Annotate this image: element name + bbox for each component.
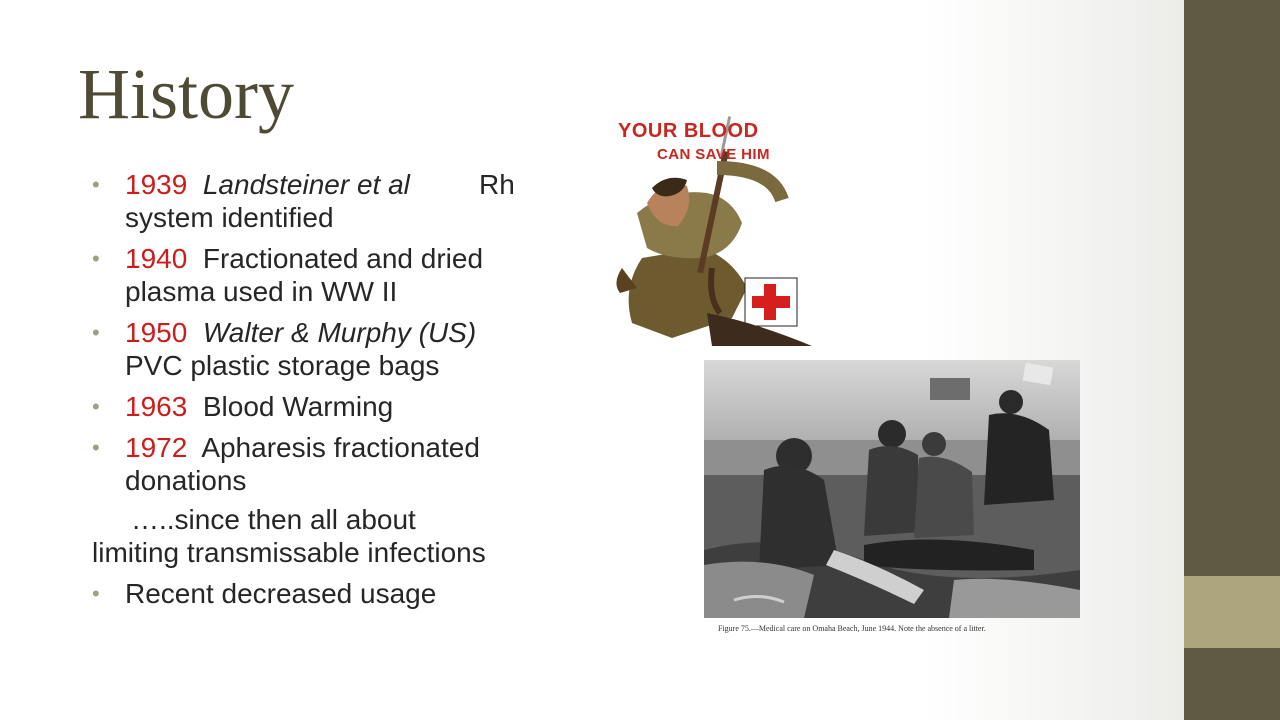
bullet-list <box>92 168 562 618</box>
bullet-text-line2: donations <box>125 465 247 496</box>
bullet-year: 1940 <box>125 243 188 274</box>
bullet-year: 1950 <box>125 317 188 348</box>
bullet-icon: • <box>92 172 100 197</box>
beach-photo-image <box>704 360 1080 618</box>
slide-title: History <box>78 54 294 134</box>
bullet-text: Landsteiner et al <box>202 169 410 200</box>
bullet-year: 1972 <box>125 432 188 463</box>
bullet-text-line2: system identified <box>125 202 334 233</box>
bullet-item-1940 <box>92 242 562 308</box>
bullet-year: 1939 <box>125 169 188 200</box>
wartime-blood-poster <box>612 108 812 348</box>
bullet-icon: • <box>92 320 100 345</box>
poster-headline: YOUR BLOOD <box>618 120 759 142</box>
bullet-text-right: Rh <box>479 169 515 200</box>
decorative-side-bar-accent <box>1184 576 1280 648</box>
bullet-year: 1963 <box>125 391 188 422</box>
note-line-2: limiting transmissable infections <box>92 537 486 568</box>
omaha-beach-photo <box>704 360 1080 618</box>
bullet-icon: • <box>92 581 100 606</box>
bullet-text-line2: PVC plastic storage bags <box>125 350 440 381</box>
bullet-icon: • <box>92 435 100 460</box>
note-line-1: …..since then all about <box>131 504 416 535</box>
bullet-text: Blood Warming <box>202 391 394 422</box>
bullet-item-1963 <box>92 390 562 423</box>
bullet-text: Fractionated and dried <box>202 243 484 274</box>
bullet-item-recent <box>92 577 562 610</box>
poster-subheadline: CAN SAVE HIM <box>657 146 770 163</box>
soldier-illustration <box>612 108 812 348</box>
bullet-item-1950 <box>92 316 562 382</box>
bullet-text: Apharesis fractionated <box>201 432 480 463</box>
bullet-text: Recent decreased usage <box>125 578 437 609</box>
bullet-text-line2: plasma used in WW II <box>125 276 398 307</box>
transition-note <box>92 503 562 569</box>
bullet-icon: • <box>92 246 100 271</box>
bullet-icon: • <box>92 394 100 419</box>
bullet-text: Walter & Murphy (US) <box>202 317 477 348</box>
bullet-item-1939 <box>92 168 562 234</box>
photo-caption: Figure 75.—Medical care on Omaha Beach, June 1944. Note the absence of a litter. <box>718 624 986 633</box>
bullet-item-1972 <box>92 431 562 497</box>
